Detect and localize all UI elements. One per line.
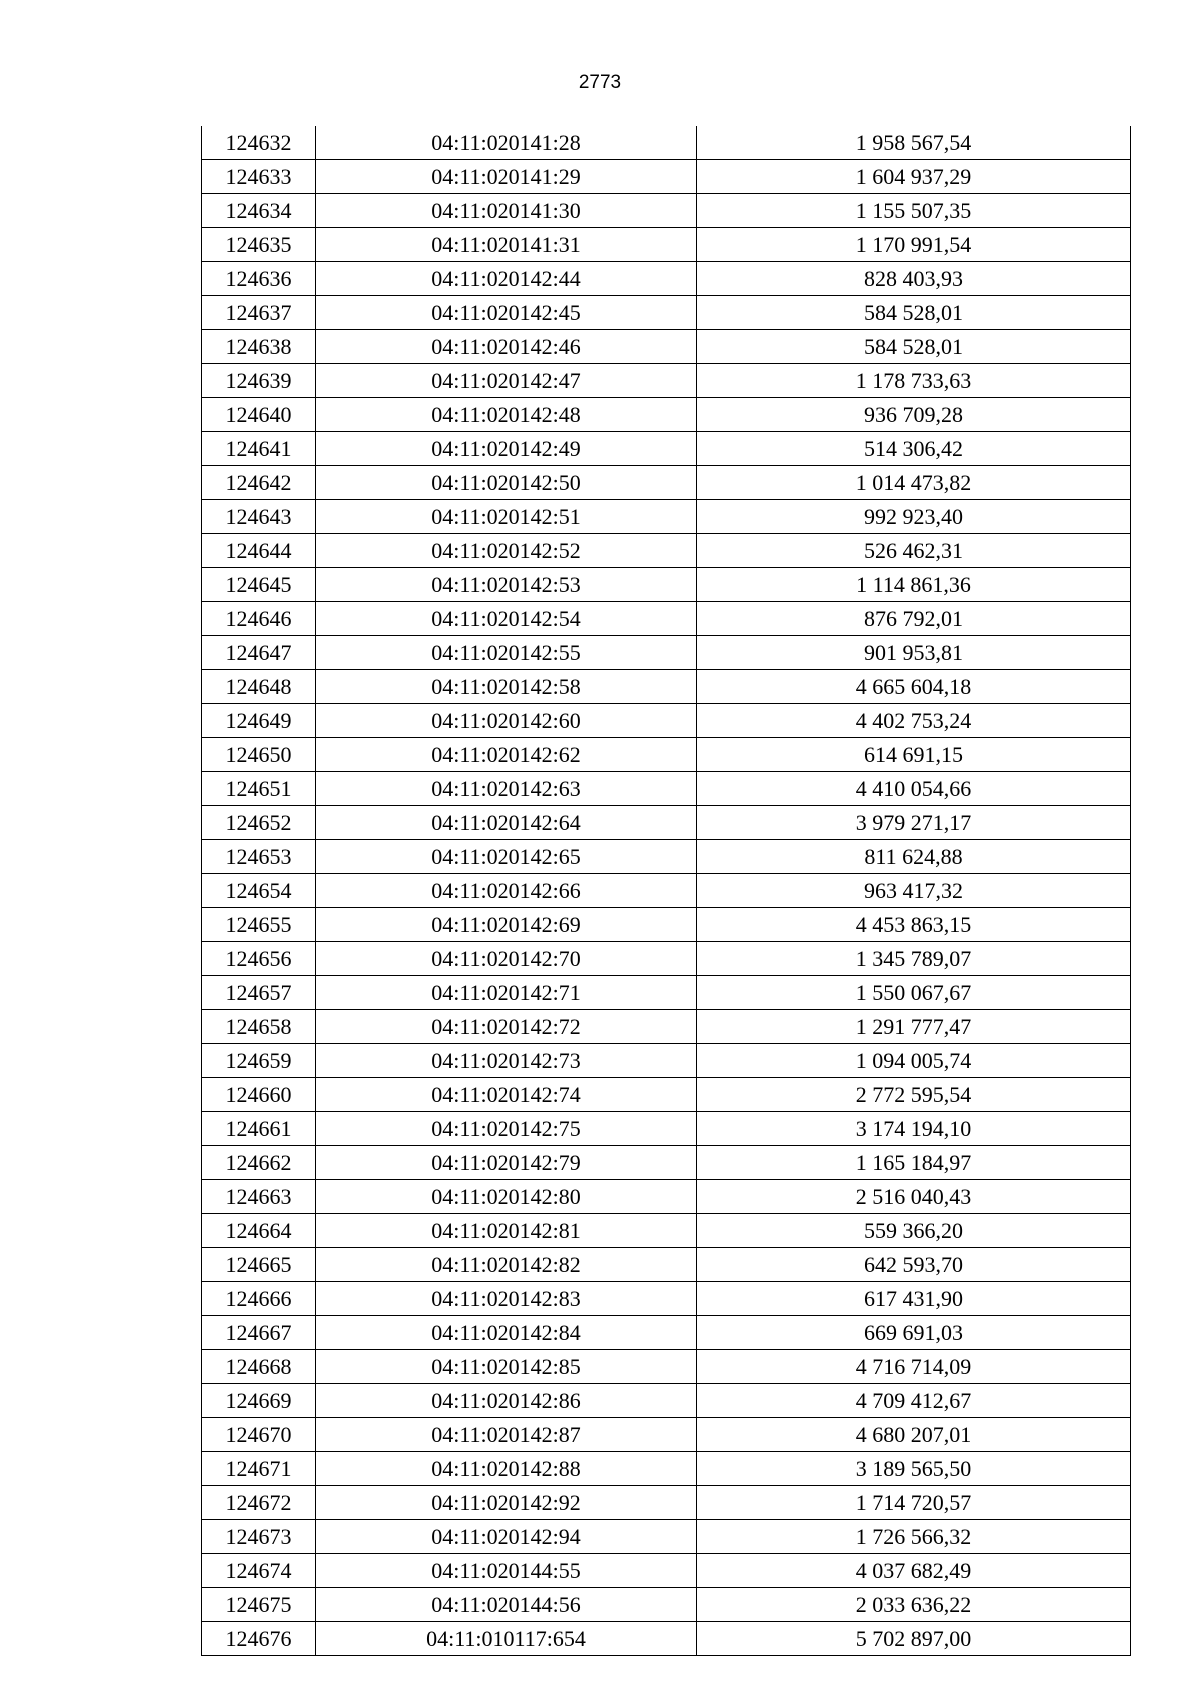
table-row bbox=[202, 364, 1131, 398]
value-cell: 828 403,93 bbox=[697, 262, 1131, 296]
cadastral-value-table-wrapper bbox=[201, 126, 1130, 1656]
row-number-cell: 124642 bbox=[202, 466, 316, 500]
cadastral-number-cell: 04:11:020142:51 bbox=[316, 500, 697, 534]
table-row bbox=[202, 738, 1131, 772]
table-row bbox=[202, 840, 1131, 874]
value-cell: 1 094 005,74 bbox=[697, 1044, 1131, 1078]
value-cell: 936 709,28 bbox=[697, 398, 1131, 432]
row-number-cell: 124651 bbox=[202, 772, 316, 806]
row-number-cell: 124649 bbox=[202, 704, 316, 738]
row-number-cell: 124665 bbox=[202, 1248, 316, 1282]
value-cell: 3 189 565,50 bbox=[697, 1452, 1131, 1486]
row-number-cell: 124644 bbox=[202, 534, 316, 568]
cadastral-number-cell: 04:11:020142:65 bbox=[316, 840, 697, 874]
table-row bbox=[202, 296, 1131, 330]
value-cell: 3 979 271,17 bbox=[697, 806, 1131, 840]
cadastral-number-cell: 04:11:020142:71 bbox=[316, 976, 697, 1010]
row-number-cell: 124671 bbox=[202, 1452, 316, 1486]
value-cell: 4 680 207,01 bbox=[697, 1418, 1131, 1452]
table-row bbox=[202, 976, 1131, 1010]
table-row bbox=[202, 1248, 1131, 1282]
row-number-cell: 124674 bbox=[202, 1554, 316, 1588]
cadastral-number-cell: 04:11:020142:80 bbox=[316, 1180, 697, 1214]
cadastral-number-cell: 04:11:020142:58 bbox=[316, 670, 697, 704]
row-number-cell: 124645 bbox=[202, 568, 316, 602]
value-cell: 614 691,15 bbox=[697, 738, 1131, 772]
cadastral-number-cell: 04:11:020142:72 bbox=[316, 1010, 697, 1044]
row-number-cell: 124669 bbox=[202, 1384, 316, 1418]
row-number-cell: 124646 bbox=[202, 602, 316, 636]
value-cell: 1 726 566,32 bbox=[697, 1520, 1131, 1554]
value-cell: 1 345 789,07 bbox=[697, 942, 1131, 976]
cadastral-number-cell: 04:11:020142:54 bbox=[316, 602, 697, 636]
cadastral-number-cell: 04:11:020142:73 bbox=[316, 1044, 697, 1078]
cadastral-number-cell: 04:11:020144:56 bbox=[316, 1588, 697, 1622]
value-cell: 1 291 777,47 bbox=[697, 1010, 1131, 1044]
table-row bbox=[202, 670, 1131, 704]
value-cell: 1 604 937,29 bbox=[697, 160, 1131, 194]
cadastral-number-cell: 04:11:020142:86 bbox=[316, 1384, 697, 1418]
table-row bbox=[202, 1180, 1131, 1214]
row-number-cell: 124676 bbox=[202, 1622, 316, 1656]
table-row bbox=[202, 1214, 1131, 1248]
row-number-cell: 124635 bbox=[202, 228, 316, 262]
value-cell: 1 155 507,35 bbox=[697, 194, 1131, 228]
value-cell: 669 691,03 bbox=[697, 1316, 1131, 1350]
value-cell: 5 702 897,00 bbox=[697, 1622, 1131, 1656]
value-cell: 2 033 636,22 bbox=[697, 1588, 1131, 1622]
table-row bbox=[202, 704, 1131, 738]
table-row bbox=[202, 1486, 1131, 1520]
value-cell: 1 165 184,97 bbox=[697, 1146, 1131, 1180]
row-number-cell: 124667 bbox=[202, 1316, 316, 1350]
table-body bbox=[202, 126, 1131, 1656]
cadastral-number-cell: 04:11:020142:94 bbox=[316, 1520, 697, 1554]
value-cell: 642 593,70 bbox=[697, 1248, 1131, 1282]
cadastral-number-cell: 04:11:020142:81 bbox=[316, 1214, 697, 1248]
table-row bbox=[202, 1316, 1131, 1350]
table-row bbox=[202, 534, 1131, 568]
table-row bbox=[202, 1044, 1131, 1078]
row-number-cell: 124666 bbox=[202, 1282, 316, 1316]
row-number-cell: 124637 bbox=[202, 296, 316, 330]
value-cell: 526 462,31 bbox=[697, 534, 1131, 568]
row-number-cell: 124661 bbox=[202, 1112, 316, 1146]
value-cell: 1 714 720,57 bbox=[697, 1486, 1131, 1520]
value-cell: 4 453 863,15 bbox=[697, 908, 1131, 942]
cadastral-number-cell: 04:11:020144:55 bbox=[316, 1554, 697, 1588]
cadastral-number-cell: 04:11:020142:63 bbox=[316, 772, 697, 806]
row-number-cell: 124632 bbox=[202, 126, 316, 160]
row-number-cell: 124655 bbox=[202, 908, 316, 942]
table-row bbox=[202, 228, 1131, 262]
row-number-cell: 124633 bbox=[202, 160, 316, 194]
cadastral-number-cell: 04:11:020142:53 bbox=[316, 568, 697, 602]
value-cell: 617 431,90 bbox=[697, 1282, 1131, 1316]
cadastral-number-cell: 04:11:020142:74 bbox=[316, 1078, 697, 1112]
value-cell: 1 170 991,54 bbox=[697, 228, 1131, 262]
value-cell: 4 665 604,18 bbox=[697, 670, 1131, 704]
row-number-cell: 124659 bbox=[202, 1044, 316, 1078]
row-number-cell: 124650 bbox=[202, 738, 316, 772]
row-number-cell: 124647 bbox=[202, 636, 316, 670]
value-cell: 4 709 412,67 bbox=[697, 1384, 1131, 1418]
table-row bbox=[202, 1622, 1131, 1656]
table-row bbox=[202, 194, 1131, 228]
cadastral-number-cell: 04:11:020141:28 bbox=[316, 126, 697, 160]
cadastral-number-cell: 04:11:020142:84 bbox=[316, 1316, 697, 1350]
row-number-cell: 124658 bbox=[202, 1010, 316, 1044]
cadastral-number-cell: 04:11:020142:83 bbox=[316, 1282, 697, 1316]
value-cell: 1 958 567,54 bbox=[697, 126, 1131, 160]
table-row bbox=[202, 874, 1131, 908]
value-cell: 992 923,40 bbox=[697, 500, 1131, 534]
cadastral-number-cell: 04:11:020142:45 bbox=[316, 296, 697, 330]
table-row bbox=[202, 126, 1131, 160]
cadastral-number-cell: 04:11:020141:30 bbox=[316, 194, 697, 228]
cadastral-number-cell: 04:11:020142:92 bbox=[316, 1486, 697, 1520]
cadastral-number-cell: 04:11:020142:50 bbox=[316, 466, 697, 500]
row-number-cell: 124673 bbox=[202, 1520, 316, 1554]
table-row bbox=[202, 1010, 1131, 1044]
cadastral-number-cell: 04:11:020141:31 bbox=[316, 228, 697, 262]
row-number-cell: 124660 bbox=[202, 1078, 316, 1112]
table-row bbox=[202, 1452, 1131, 1486]
cadastral-number-cell: 04:11:020142:44 bbox=[316, 262, 697, 296]
cadastral-number-cell: 04:11:020142:87 bbox=[316, 1418, 697, 1452]
cadastral-number-cell: 04:11:020142:82 bbox=[316, 1248, 697, 1282]
value-cell: 901 953,81 bbox=[697, 636, 1131, 670]
value-cell: 4 402 753,24 bbox=[697, 704, 1131, 738]
table-row bbox=[202, 262, 1131, 296]
cadastral-number-cell: 04:11:020142:48 bbox=[316, 398, 697, 432]
table-row bbox=[202, 1350, 1131, 1384]
value-cell: 2 516 040,43 bbox=[697, 1180, 1131, 1214]
value-cell: 584 528,01 bbox=[697, 296, 1131, 330]
cadastral-number-cell: 04:11:020142:60 bbox=[316, 704, 697, 738]
cadastral-number-cell: 04:11:020142:85 bbox=[316, 1350, 697, 1384]
row-number-cell: 124664 bbox=[202, 1214, 316, 1248]
row-number-cell: 124652 bbox=[202, 806, 316, 840]
value-cell: 514 306,42 bbox=[697, 432, 1131, 466]
table-row bbox=[202, 636, 1131, 670]
row-number-cell: 124672 bbox=[202, 1486, 316, 1520]
row-number-cell: 124648 bbox=[202, 670, 316, 704]
cadastral-number-cell: 04:11:020142:64 bbox=[316, 806, 697, 840]
value-cell: 4 037 682,49 bbox=[697, 1554, 1131, 1588]
value-cell: 4 716 714,09 bbox=[697, 1350, 1131, 1384]
table-row bbox=[202, 398, 1131, 432]
value-cell: 1 114 861,36 bbox=[697, 568, 1131, 602]
row-number-cell: 124663 bbox=[202, 1180, 316, 1214]
row-number-cell: 124636 bbox=[202, 262, 316, 296]
value-cell: 811 624,88 bbox=[697, 840, 1131, 874]
table-row bbox=[202, 1588, 1131, 1622]
cadastral-number-cell: 04:11:020142:66 bbox=[316, 874, 697, 908]
row-number-cell: 124657 bbox=[202, 976, 316, 1010]
cadastral-number-cell: 04:11:020142:62 bbox=[316, 738, 697, 772]
cadastral-number-cell: 04:11:020142:70 bbox=[316, 942, 697, 976]
cadastral-number-cell: 04:11:020142:75 bbox=[316, 1112, 697, 1146]
cadastral-number-cell: 04:11:020142:47 bbox=[316, 364, 697, 398]
value-cell: 1 178 733,63 bbox=[697, 364, 1131, 398]
value-cell: 2 772 595,54 bbox=[697, 1078, 1131, 1112]
value-cell: 3 174 194,10 bbox=[697, 1112, 1131, 1146]
cadastral-number-cell: 04:11:020142:46 bbox=[316, 330, 697, 364]
value-cell: 584 528,01 bbox=[697, 330, 1131, 364]
cadastral-number-cell: 04:11:020142:79 bbox=[316, 1146, 697, 1180]
cadastral-number-cell: 04:11:020141:29 bbox=[316, 160, 697, 194]
value-cell: 1 550 067,67 bbox=[697, 976, 1131, 1010]
table-row bbox=[202, 500, 1131, 534]
value-cell: 559 366,20 bbox=[697, 1214, 1131, 1248]
cadastral-number-cell: 04:11:010117:654 bbox=[316, 1622, 697, 1656]
row-number-cell: 124638 bbox=[202, 330, 316, 364]
cadastral-number-cell: 04:11:020142:49 bbox=[316, 432, 697, 466]
row-number-cell: 124668 bbox=[202, 1350, 316, 1384]
row-number-cell: 124640 bbox=[202, 398, 316, 432]
table-row bbox=[202, 330, 1131, 364]
cadastral-number-cell: 04:11:020142:52 bbox=[316, 534, 697, 568]
table-row bbox=[202, 568, 1131, 602]
table-row bbox=[202, 1384, 1131, 1418]
cadastral-value-table bbox=[201, 126, 1131, 1656]
table-row bbox=[202, 1146, 1131, 1180]
table-row bbox=[202, 806, 1131, 840]
table-row bbox=[202, 602, 1131, 636]
cadastral-number-cell: 04:11:020142:88 bbox=[316, 1452, 697, 1486]
value-cell: 4 410 054,66 bbox=[697, 772, 1131, 806]
page-number: 2773 bbox=[578, 72, 622, 93]
table-row bbox=[202, 1554, 1131, 1588]
row-number-cell: 124654 bbox=[202, 874, 316, 908]
row-number-cell: 124675 bbox=[202, 1588, 316, 1622]
row-number-cell: 124662 bbox=[202, 1146, 316, 1180]
cadastral-number-cell: 04:11:020142:55 bbox=[316, 636, 697, 670]
value-cell: 876 792,01 bbox=[697, 602, 1131, 636]
row-number-cell: 124656 bbox=[202, 942, 316, 976]
table-row bbox=[202, 942, 1131, 976]
table-row bbox=[202, 432, 1131, 466]
row-number-cell: 124634 bbox=[202, 194, 316, 228]
table-row bbox=[202, 160, 1131, 194]
table-row bbox=[202, 772, 1131, 806]
table-row bbox=[202, 1520, 1131, 1554]
table-row bbox=[202, 1418, 1131, 1452]
table-row bbox=[202, 466, 1131, 500]
row-number-cell: 124653 bbox=[202, 840, 316, 874]
row-number-cell: 124639 bbox=[202, 364, 316, 398]
table-row bbox=[202, 1078, 1131, 1112]
table-row bbox=[202, 1282, 1131, 1316]
table-row bbox=[202, 908, 1131, 942]
cadastral-number-cell: 04:11:020142:69 bbox=[316, 908, 697, 942]
row-number-cell: 124670 bbox=[202, 1418, 316, 1452]
value-cell: 1 014 473,82 bbox=[697, 466, 1131, 500]
table-row bbox=[202, 1112, 1131, 1146]
value-cell: 963 417,32 bbox=[697, 874, 1131, 908]
row-number-cell: 124641 bbox=[202, 432, 316, 466]
row-number-cell: 124643 bbox=[202, 500, 316, 534]
